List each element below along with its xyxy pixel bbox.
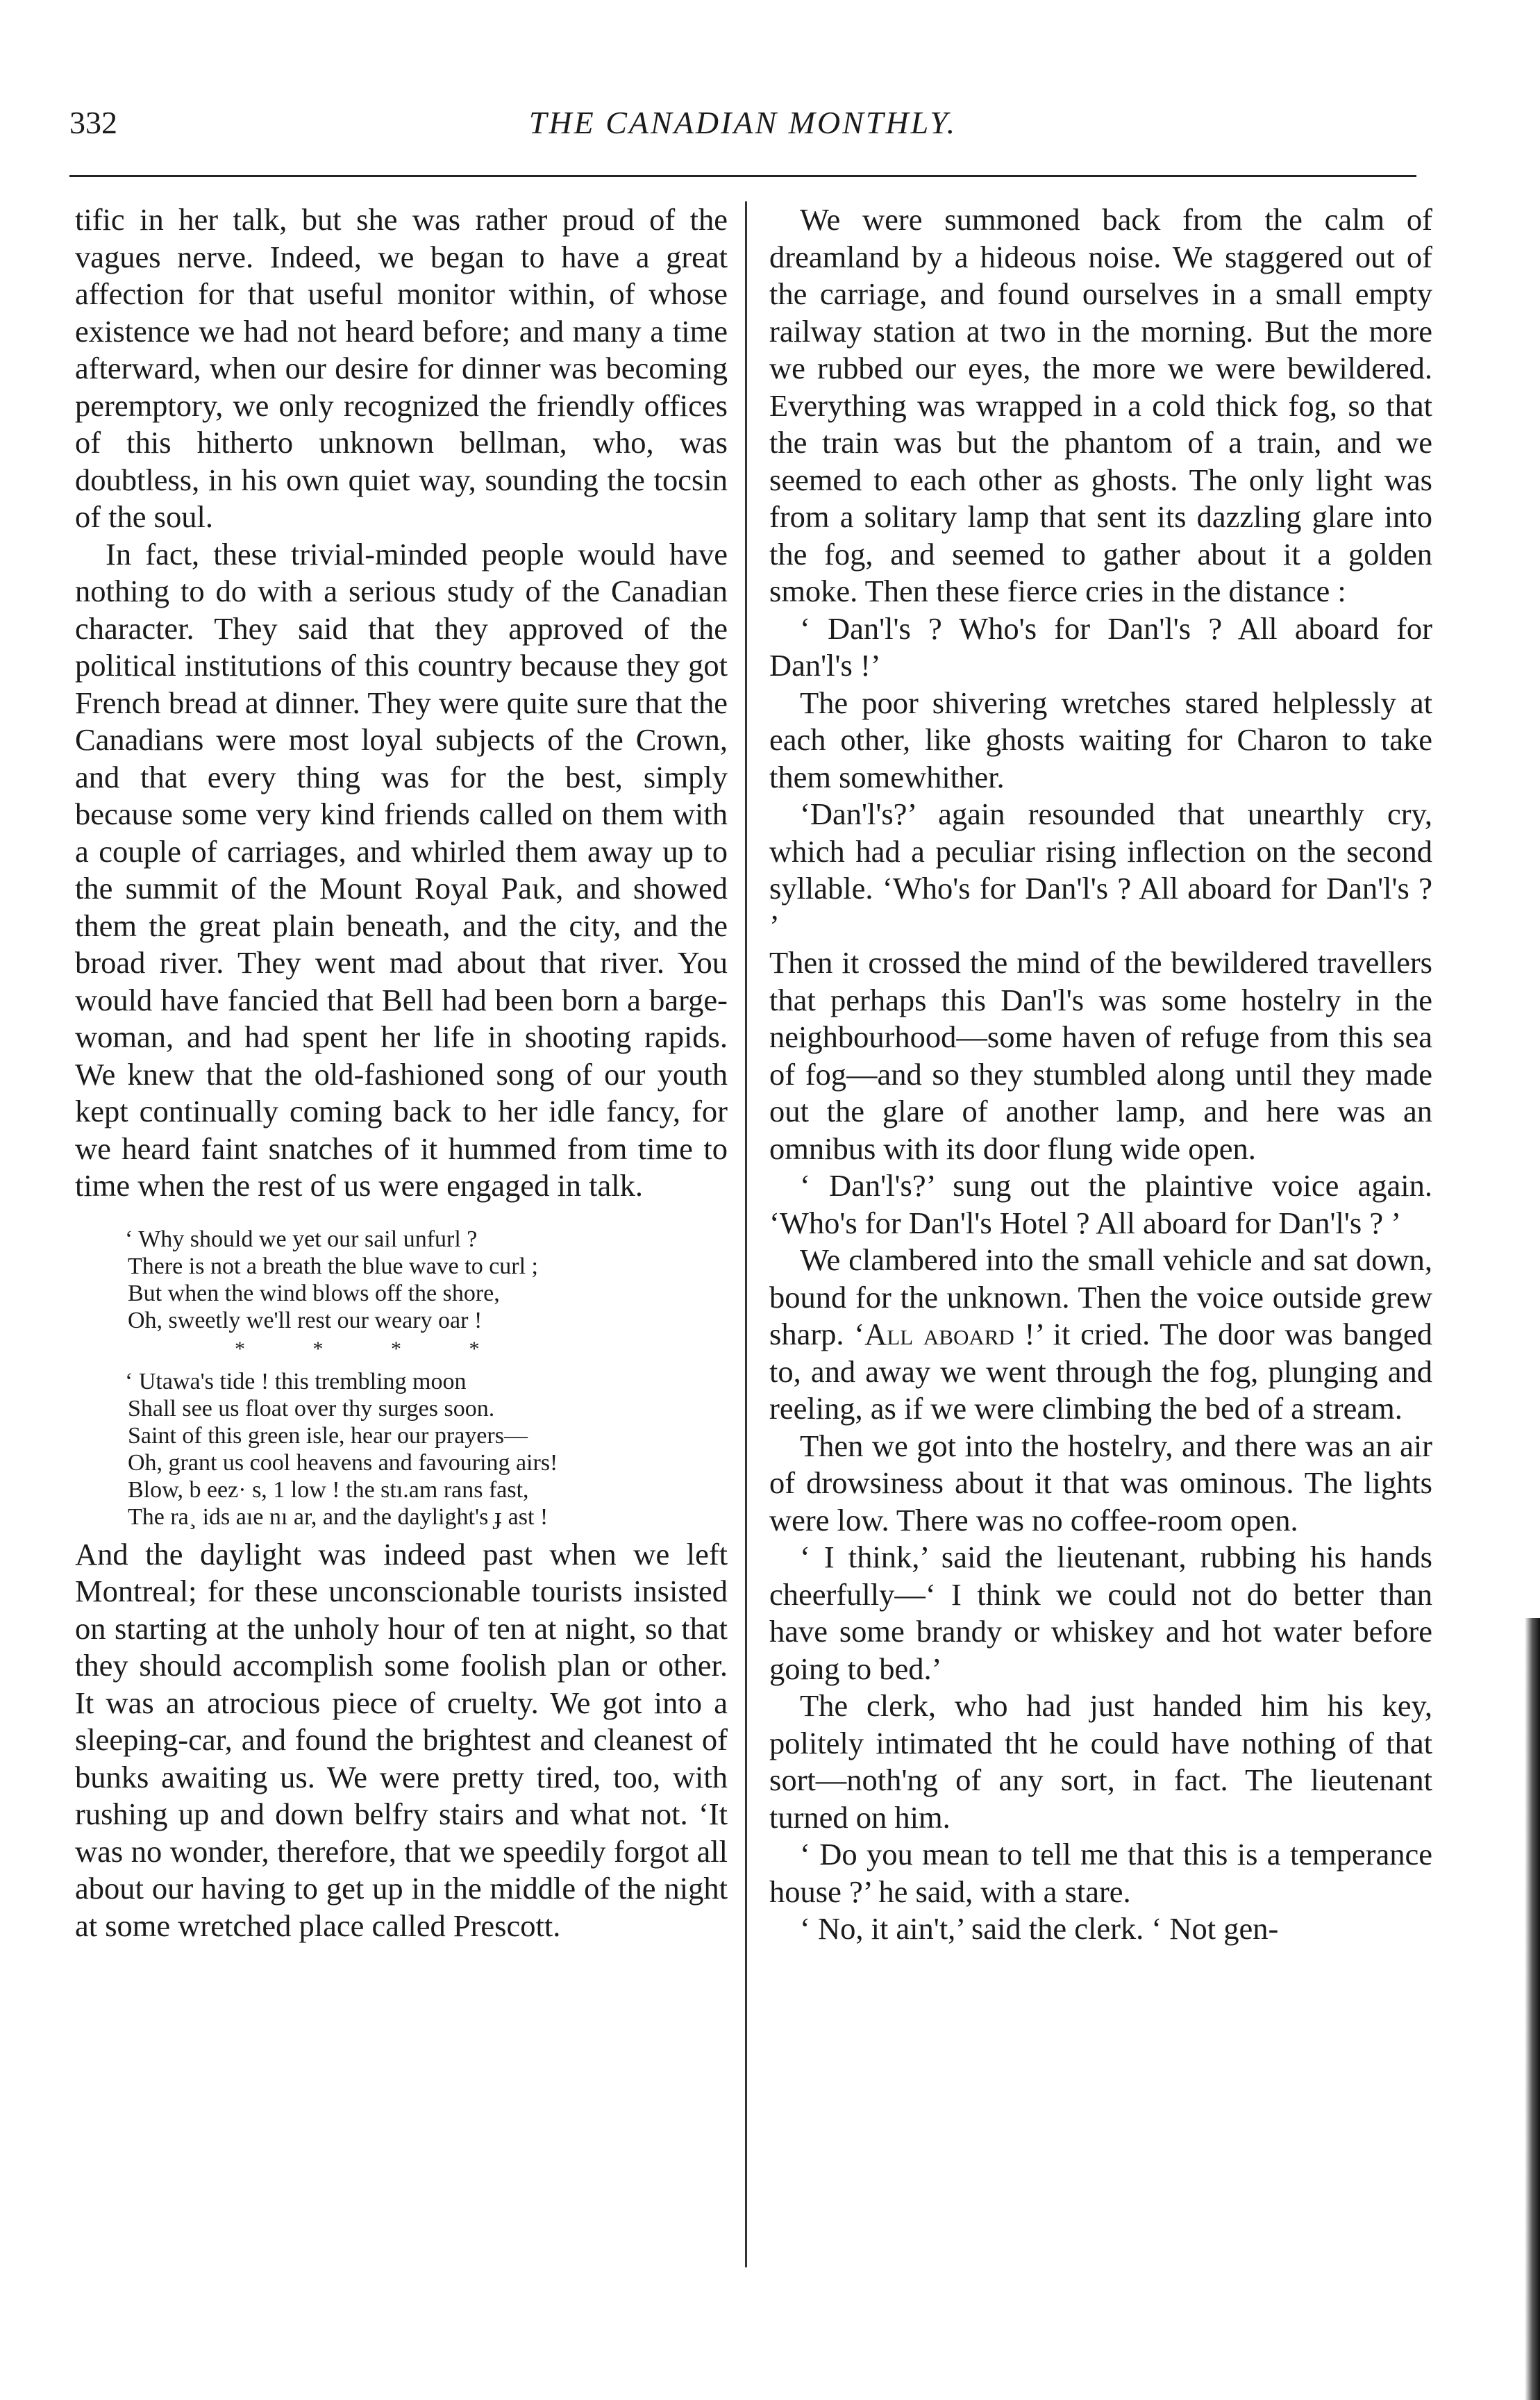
paragraph-text: We clambered into the small vehicle and sat down, bound for the unknown. Then the voice outside grew sharp. ‘: [769, 1242, 1432, 1351]
paragraph: The clerk, who had just handed him his key, politely intimated tht he could have nothing of that sort—noth'ng of any sort, in fact. The lieutenant turned on him.: [769, 1688, 1432, 1835]
paragraph: And the daylight was indeed past when we left Montreal; for these unconscionable tourists insisted on starting at the unholy hour of ten at night, so that they should accomplish some foolish plan or other. It was an atrocious piece of cruelty. We got into a sleeping-car, and found the brightest and cleanest of bunks awaiting us. We were pretty tired, too, with rushing up and down belfry stairs and what not. ‘It was no wonder, therefore, that we speedily forgot all about our having to get up in the middle of the night at some wretched place called Prescott.: [75, 1536, 728, 1943]
small-caps-text: All aboard: [864, 1317, 1014, 1351]
paragraph: tific in her talk, but she was rather proud of the vagues nerve. Indeed, we began to have a great affection for that useful monitor within, of whose existence we had not heard before; and many a time afterward, when our desire for dinner was becoming peremptory, we only recognized the friendly offices of this hitherto unknown bellman, who, was doubtless, in his own quiet way, sounding the tocsin of the soul.: [75, 202, 728, 534]
verse-stanza: [75, 1368, 728, 1531]
verse-line: There is not a breath the blue wave to curl ;: [128, 1253, 538, 1279]
asterism-divider: * * * *: [235, 1337, 480, 1360]
page-edge-shadow: [1525, 1618, 1540, 2400]
verse-line: Shall see us float over thy surges soon.: [128, 1395, 495, 1422]
paragraph: Then we got into the hostelry, and there was an air of drowsiness about it that was ominous. The lights were low. There was no coffee-room open.: [769, 1428, 1432, 1538]
paragraph: ‘ I think,’ said the lieutenant, rubbing his hands cheerfully—‘ I think we could not do better than have some brandy or whiskey and hot water before going to bed.’: [769, 1540, 1432, 1686]
verse-line: ‘ Why should we yet our sail unfurl ?: [125, 1226, 478, 1252]
verse-line: The ra¸ ids aıe nı ar, and the daylight's ɟ ast !: [128, 1503, 549, 1530]
paragraph: ‘ No, it ain't,’ said the clerk. ‘ Not gen-: [800, 1911, 1279, 1946]
right-column: [769, 201, 1432, 1948]
header-rule: [69, 175, 1416, 177]
paragraph: ‘ Dan'l's?’ sung out the plaintive voice again. ‘Who's for Dan'l's Hotel ? All aboard for Dan'l's ? ’: [769, 1168, 1432, 1240]
paragraph: ‘ Do you mean to tell me that this is a temperance house ?’ he said, with a stare.: [769, 1837, 1432, 1909]
running-title: THE CANADIAN MONTHLY.: [528, 105, 957, 140]
left-column: [75, 201, 728, 1944]
verse-line: Oh, grant us cool heavens and favouring airs!: [128, 1449, 558, 1476]
paragraph-text: !’ it cried. The door was banged to, and away we went through the fog, plunging and reeling, as if we were climbing the bed of a stream.: [769, 1317, 1432, 1426]
verse-line: ‘ Utawa's tide ! this trembling moon: [125, 1368, 467, 1394]
paragraph: We were summoned back from the calm of dreamland by a hideous noise. We staggered out of the carriage, and found ourselves in a small empty railway station at two in the morning. But the more we rubbed our eyes, the more we were bewildered. Everything was wrapped in a cold thick fog, so that the train was but the phantom of a train, and we seemed to each other as ghosts. The only light was from a solitary lamp that sent its dazzling glare into the fog, and seemed to gather about it a golden smoke. Then these fierce cries in the distance :: [769, 202, 1432, 608]
verse-line: Saint of this green isle, hear our prayers—: [128, 1422, 528, 1449]
verse-quotation: [75, 1226, 728, 1531]
page-header: [69, 104, 1416, 160]
verse-line: Oh, sweetly we'll rest our weary oar !: [128, 1307, 483, 1333]
paragraph: ‘Dan'l's?’ again resounded that unearthly cry, which had a peculiar rising inflection on the second syllable. ‘Who's for Dan'l's ? All aboard for Dan'l's ? ’: [769, 797, 1432, 943]
paragraph: ‘ Dan'l's ? Who's for Dan'l's ? All aboard for Dan'l's !’: [769, 610, 1432, 683]
verse-line: But when the wind blows off the shore,: [128, 1280, 500, 1306]
paragraph: [769, 1242, 1432, 1428]
paragraph: Then it crossed the mind of the bewildered travellers that perhaps this Dan'l's was some hostelry in the neighbourhood—some haven of refuge from this sea of fog—and so they stumbled along until they made out the glare of another lamp, and here was an omnibus with its door flung wide open.: [769, 945, 1432, 1166]
page-number: 332: [69, 105, 117, 140]
verse-stanza: [75, 1226, 728, 1334]
verse-line: Blow, b eez· s, 1 low ! the stı.am rans fast,: [128, 1476, 529, 1503]
paragraph: The poor shivering wretches stared helplessly at each other, like ghosts waiting for Charon to take them somewhither.: [769, 685, 1432, 794]
paragraph: In fact, these trivial-minded people would have nothing to do with a serious study of the Canadian character. They said that they approved of the political institutions of this country because they got French bread at dinner. They were quite sure that the Canadians were most loyal subjects of the Crown, and that every thing was for the best, simply because some very kind friends called on them with a couple of carriages, and whirled them away up to the summit of the Mount Royal Paιk, and showed them the great plain beneath, and the city, and the broad river. They went mad about that river. You would have fancied that Bell had been born a barge-woman, and had spent her life in shooting rapids. We knew that the old-fashioned song of our youth kept continually coming back to her idle fancy, for we heard faint snatches of it hummed from time to time when the rest of us were engaged in talk.: [75, 536, 728, 1203]
column-divider: [745, 201, 747, 2267]
